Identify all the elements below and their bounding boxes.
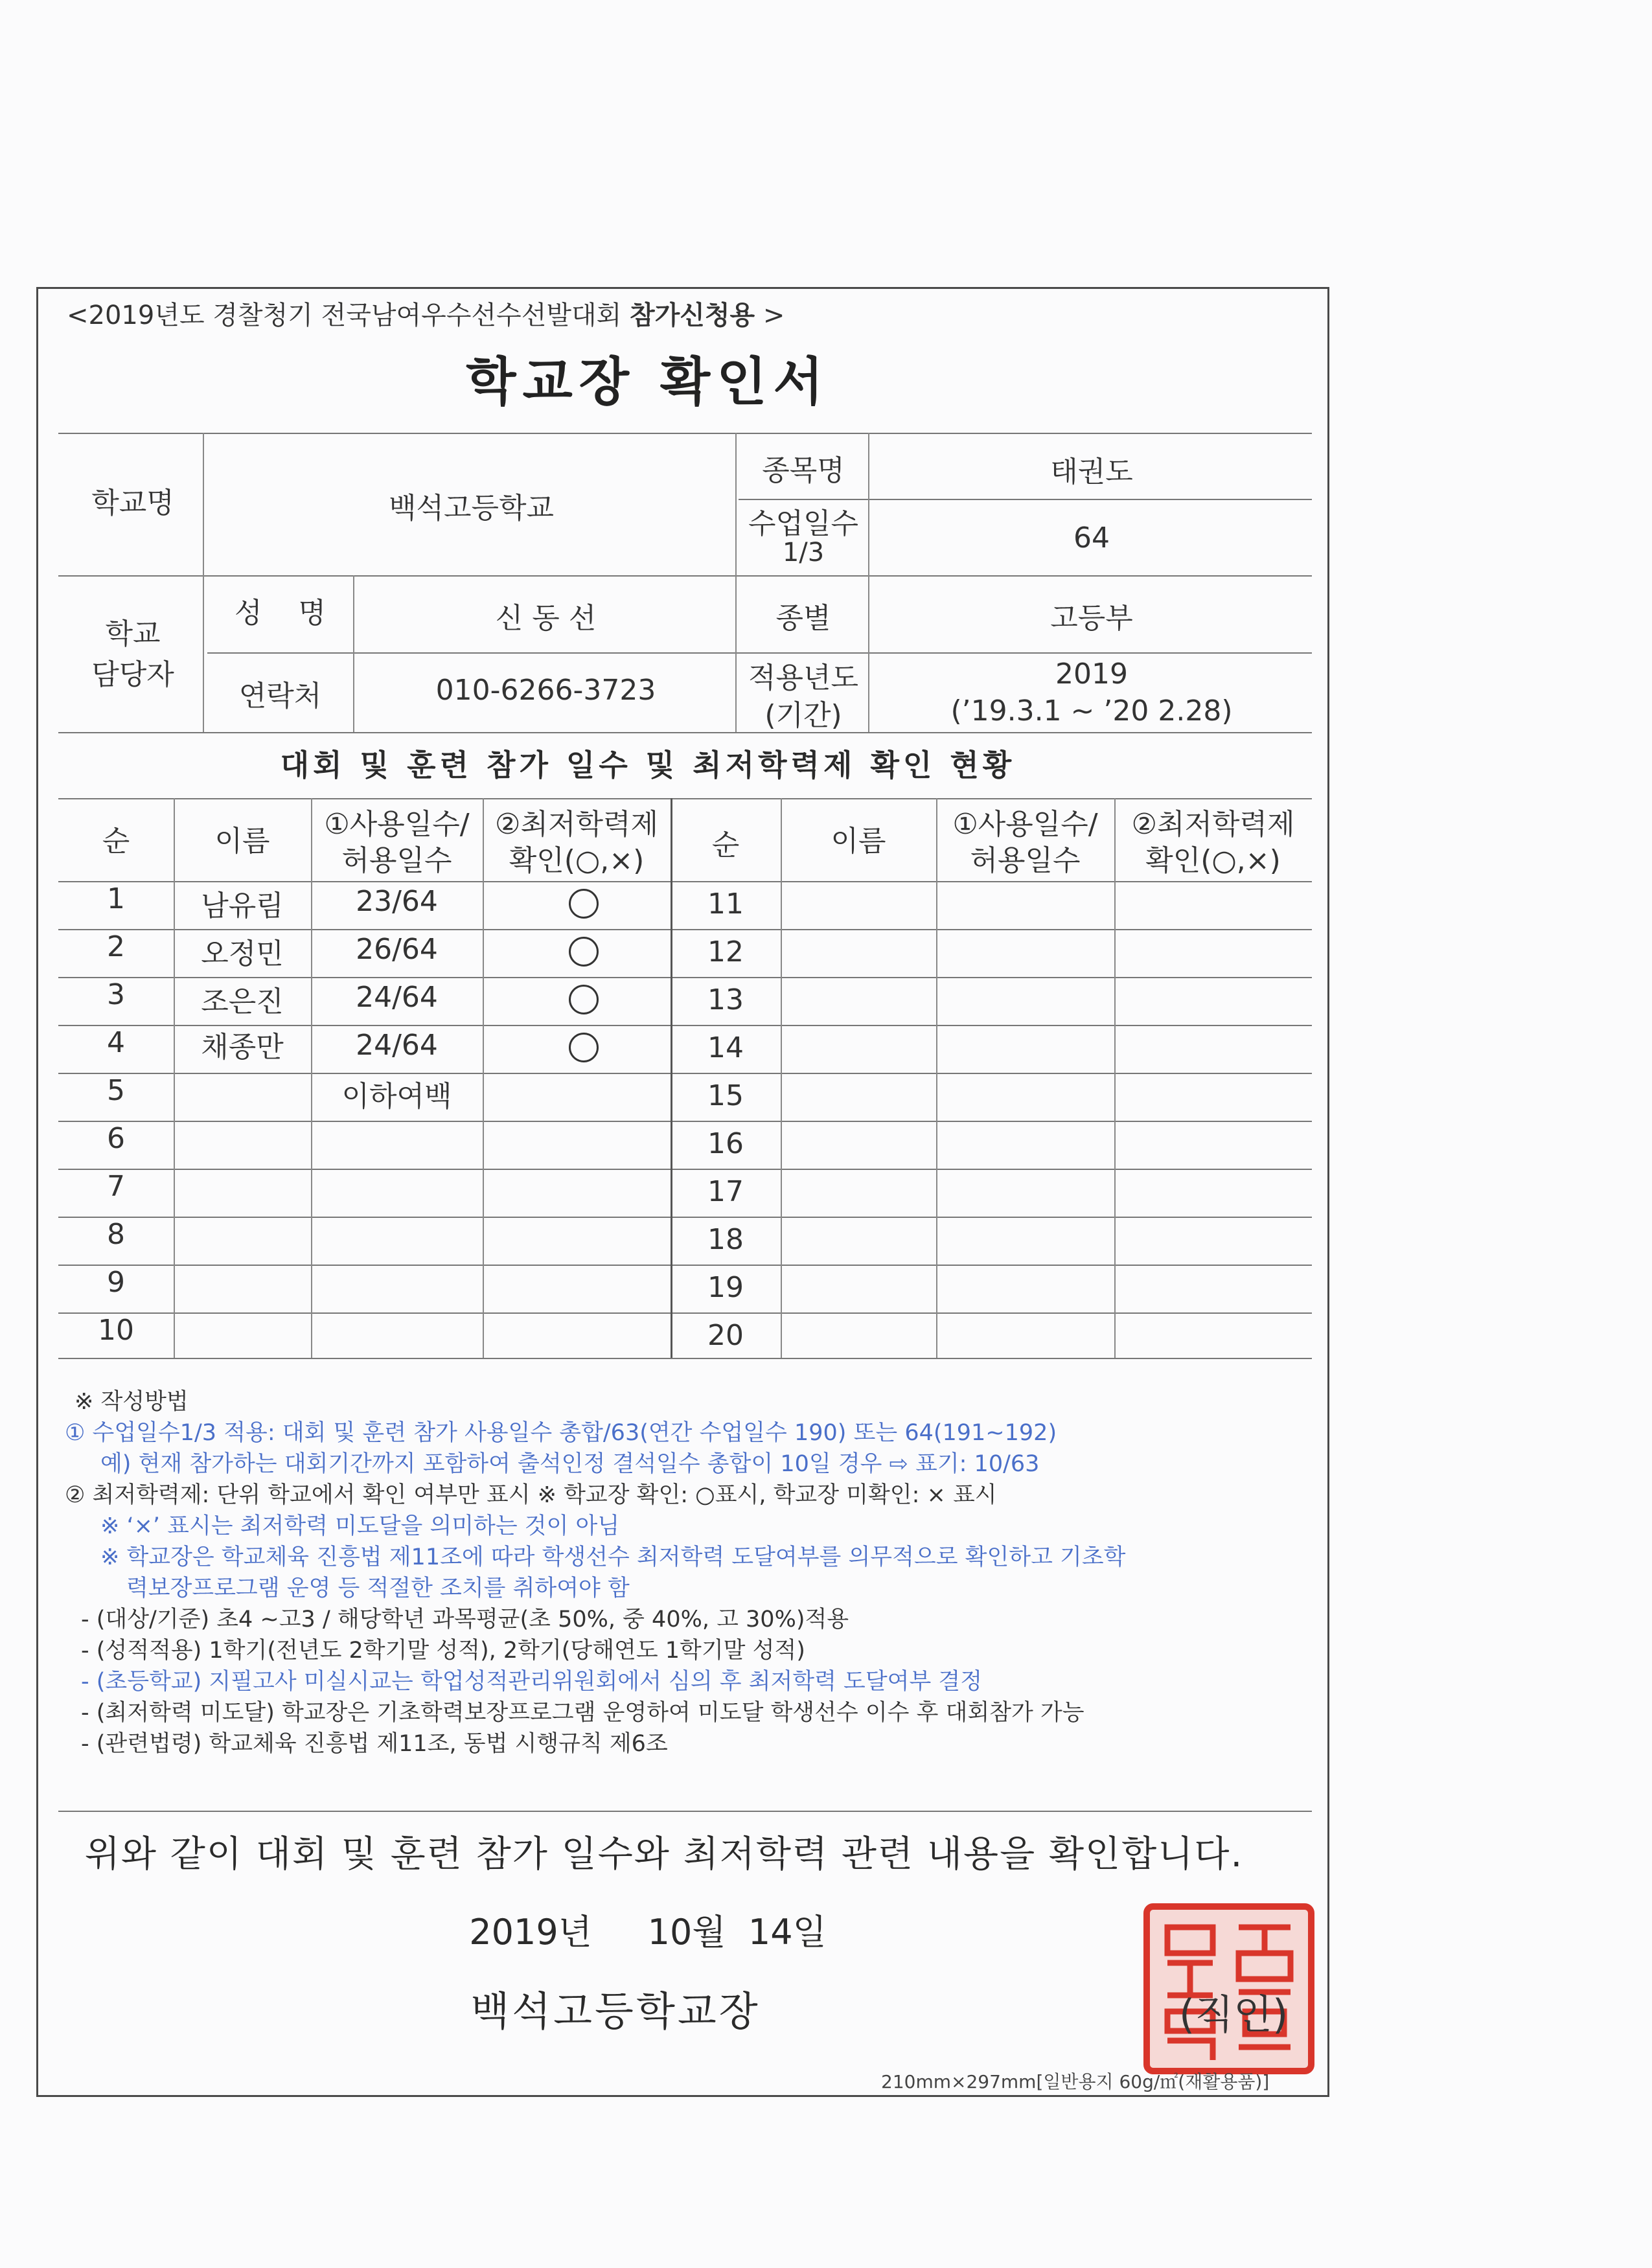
table-row: 11 [707,888,744,921]
col-days-right: ①사용일수/ [952,808,1098,841]
col-name-right: 이름 [831,825,886,858]
confirmation-statement: 위와 같이 대회 및 훈련 참가 일수와 최저학력 관련 내용을 확인합니다. [84,1833,1244,1875]
staff-label: 학교 [105,617,161,650]
col-check: ②최저학력제 [495,808,658,841]
table-row: 15 [707,1079,744,1112]
table-row: 14 [707,1031,744,1064]
blank-remainder-mark: 이하여백 [341,1080,452,1113]
table-row: 17 [707,1175,744,1208]
table-row: 9 [107,1266,125,1299]
check-circle [569,985,599,1014]
check-circle [569,889,599,919]
table-row: 7 [107,1170,125,1203]
table-row: 8 [107,1218,125,1251]
table-row: 16 [707,1127,744,1160]
name-value: 신 동 선 [495,602,597,635]
year-period: (’19.3.1 ~ ’20 2.28) [950,694,1233,727]
year-value: 2019 [1055,658,1128,691]
table-row: 19 [707,1271,744,1304]
table-row: 12 [707,935,744,968]
table-row: 13 [707,983,744,1016]
section-subtitle: 대회 및 훈련 참가 일수 및 최저학력제 확인 현황 [280,748,1016,783]
table-row: 6 [107,1122,125,1155]
check-circle [569,1033,599,1062]
seal-label: (직인) [1179,1991,1289,2038]
sport-value: 태권도 [1050,455,1133,488]
col-no-right: 순 [711,829,740,862]
class-days-value: 64 [1073,521,1110,555]
contact-value: 010-6266-3723 [435,674,656,707]
paper-spec: 210mm×297mm[일반용지 60g/㎡(재활용품)] [881,2071,1270,2092]
principal-name: 백석고등학교장 [470,1987,761,2035]
writing-instructions: ※ 작성방법 ① 수업일수1/3 적용: 대회 및 훈련 참가 사용일수 총합/63(연간 수업일수 190) 또는 64(191~192) 예) 현재 참가하는 대회기간까지 포함하여 출석인정 결석일수 총합이 10일 경우 ⇨ 표기: 10/63 ② 최저학력제: 단위 학교에서 확인 여부만 표시 ※ 학교장 확인: ○표시, 학교장 미확인: × 표시 ※ ‘×’ 표시는 최저학력 미도달을 의미하는 것이 아님 ※ 학교장은 학교체육 진흥법 제11조에 따라 학생선수 최저학력 도달여부를 의무적으로 확인하고 기초학 력보장프로그램 운영 등 적절한 조치를 취하여야 함 - (대상/기준) 초4 ~고3 / 해당학년 과목평균(초 50%, 중 40%, 고 30%)적용 - (성적적용) 1학기(전년도 2학기말 성적), 2학기(당해연도 1학기말 성적) - (초등학교) 지필고사 미실시교는 학업성적관리위원회에서 심의 후 최저학력 도달여부 결정 - (최저학력 미도달) 학교장은 기초학력보장프로그램 운영하여 미도달 학생선수 이수 후 대회참가 가능 - (관련법령) 학교체육 진흥법 제11조, 동법 시행규칙 제6조 [65,1389,1126,1757]
document-title: 학교장 확인서 [466,352,830,412]
issue-date: 2019년 10월 14일 [469,1912,827,1953]
school-value: 백석고등학교 [388,492,555,525]
class-days-label: 수업일수 [748,507,858,540]
header-note: <2019년도 경찰청기 전국남여우수선수선발대회 참가신청용 > [67,301,785,330]
sport-label: 종목명 [762,454,845,487]
col-no: 순 [102,825,130,858]
category-value: 고등부 [1050,602,1133,635]
category-label: 종별 [775,602,831,635]
col-name: 이름 [214,825,270,858]
table-row: 18 [707,1223,744,1256]
table-row: 10 [98,1314,134,1347]
col-days: ①사용일수/ [324,808,470,841]
school-label: 학교명 [91,487,174,520]
contact-label: 연락처 [238,680,322,713]
table-row: 20 [707,1319,744,1352]
col-check-right: ②최저학력제 [1131,808,1295,841]
name-label: 성 명 [235,597,326,630]
check-circle [569,937,599,967]
year-label: 적용년도 [748,661,858,694]
